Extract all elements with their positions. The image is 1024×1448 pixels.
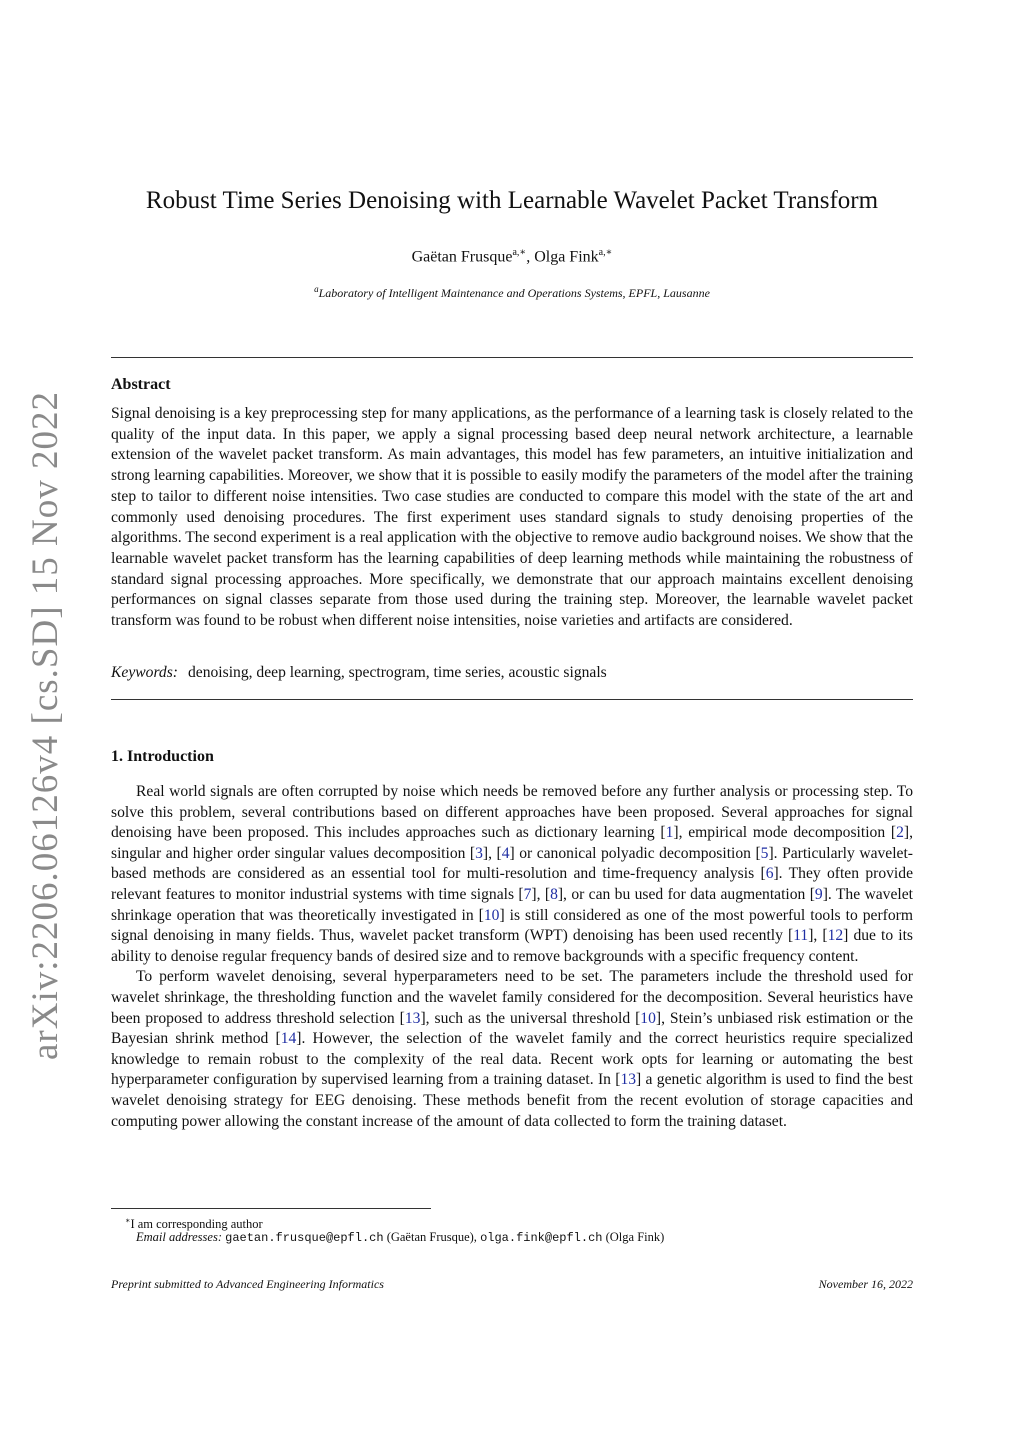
email-owner: (Olga Fink) <box>602 1230 665 1244</box>
paper-title: Robust Time Series Denoising with Learnable Wavelet Packet Transform <box>145 187 879 214</box>
keywords-text: denoising, deep learning, spectrogram, time series, acoustic signals <box>188 664 607 681</box>
section-heading-introduction: 1. Introduction <box>111 748 214 765</box>
paragraph <box>111 967 913 1132</box>
author-affiliation-mark: a,∗ <box>598 247 613 258</box>
email-link[interactable]: olga.fink@epfl.ch <box>480 1231 603 1245</box>
paragraph-text: ]. They often provide relevant features to monitor industrial systems with time signals [ <box>111 865 913 903</box>
citation-link[interactable]: 2 <box>896 824 904 842</box>
citation-link[interactable]: 6 <box>765 865 774 883</box>
paragraph-text: ] is still considered as one of the most powerful tools to perform signal denoising in many fields. Thus, wavelet packet transform (WPT) denoising has been used recently [ <box>111 906 913 945</box>
citation-link[interactable]: 9 <box>814 885 823 903</box>
citation-link[interactable]: 7 <box>523 885 532 903</box>
citation-link[interactable]: 12 <box>827 927 844 945</box>
affiliation-mark: a <box>314 284 319 294</box>
affiliation <box>0 280 1024 302</box>
footnote-mark: ∗ <box>125 1216 131 1225</box>
author-name: Olga Fink <box>534 248 599 266</box>
email-owner: (Gaëtan Frusque), <box>383 1230 481 1244</box>
abstract-text: Signal denoising is a key preprocessing step for many applications, as the performance of a learning task is closely related to the quality of the input data. In this paper, we apply a signal processing based deep neural network architecture, a learnable extension of the wavelet packet transform. As main advantages, this model has few parameters, an intuitive initialization and strong learning capabilities. Moreover, we show that it is possible to easily modify the parameters of the model after the training step to tailor to different noise intensities. Two case studies are conducted to compare this model with the state of the art and commonly used denoising procedures. The first experiment uses standard signals to study denoising properties of the algorithms. The second experiment is a real application with the objective to remove audio background noises. We show that the learnable wavelet packet transform has the learning capabilities of deep learning methods while maintaining the robustness of standard signal processing approaches. More specifically, we demonstrate that our approach maintains excellent denoising performances on signal classes separate from those used during the training step. Moreover, the learnable wavelet packet transform was found to be robust when different noise intensities, noise varieties and artifacts are considered. <box>111 405 913 630</box>
paragraph-text: ] or canonical polyadic decomposition [ <box>509 844 761 862</box>
citation-link[interactable]: 5 <box>760 844 769 862</box>
footer-date: November 16, 2022 <box>818 1277 913 1291</box>
author-list <box>0 242 1024 268</box>
paragraph-text: To perform wavelet denoising, several hyperparameters need to be set. The parameters include the threshold used for wavelet shrinkage, the thresholding function and the wavelet family considered for the decomposition. Several heuristics have been proposed to address threshold selection [ <box>111 968 913 1027</box>
arxiv-identifier: arXiv:2206.06126v4 [cs.SD] 15 Nov 2022 <box>25 390 66 1060</box>
author-affiliation-mark: a,∗ <box>512 247 527 258</box>
paragraph <box>111 782 913 967</box>
paragraph-text: ], [ <box>482 844 502 862</box>
paragraph-text: ]. However, the selection of the wavelet family and the correct heuristics require specialized knowledge to remain robust to the complexity of the real data. Recent work opts for learning or automating the best hyperparameter configuration by supervised learning from a training dataset. In [ <box>111 1030 913 1089</box>
paragraph-text: ], such as the universal threshold [ <box>420 1009 641 1027</box>
email-link[interactable]: gaetan.frusque@epfl.ch <box>225 1231 384 1245</box>
citation-link[interactable]: 3 <box>475 844 483 862</box>
author-separator: , <box>526 248 535 266</box>
citation-link[interactable]: 14 <box>280 1030 297 1048</box>
paragraph-text: ], [ <box>531 885 551 903</box>
paragraph-text: ] due to its ability to denoise regular frequency bands of desired size and to remove backgrounds with a specific frequency content. <box>111 927 913 965</box>
abstract-bottom-rule <box>111 699 913 700</box>
citation-link[interactable]: 10 <box>640 1009 656 1027</box>
footnote-emails <box>136 1229 664 1247</box>
paragraph-text: ]. The wavelet shrinkage operation that was theoretically investigated in [ <box>111 885 913 924</box>
citation-link[interactable]: 11 <box>793 927 809 945</box>
keywords-label: Keywords: <box>111 664 178 681</box>
email-label: Email addresses: <box>136 1230 222 1244</box>
citation-link[interactable]: 10 <box>483 906 500 924</box>
paragraph-text: ] a genetic algorithm is used to find the best wavelet denoising strategy for EEG denoising. These methods benefit from the recent evolution of storage capacities and computing power allowing the constant increase of the amount of data collected to form the training dataset. <box>111 1071 913 1130</box>
paragraph-text: ]. Particularly wavelet-based methods are considered as an essential tool for multi-resolution and time-frequency analysis [ <box>111 844 913 883</box>
keywords <box>111 662 913 684</box>
citation-link[interactable]: 1 <box>665 824 674 842</box>
citation-link[interactable]: 8 <box>550 885 558 903</box>
citation-link[interactable]: 13 <box>620 1071 637 1089</box>
abstract-top-rule <box>111 357 913 358</box>
paragraph-text: ], [ <box>808 927 828 945</box>
citation-link[interactable]: 13 <box>404 1009 421 1027</box>
affiliation-text: Laboratory of Intelligent Maintenance and Operations Systems, EPFL, Lausanne <box>318 286 710 300</box>
paragraph-text: ], singular and higher order singular values decomposition [ <box>111 824 913 862</box>
author-name: Gaëtan Frusque <box>411 248 513 266</box>
footnote-rule <box>111 1208 431 1209</box>
paragraph-text: Real world signals are often corrupted by noise which needs be removed before any further analysis or processing step. To solve this problem, several contributions based on different approaches have been proposed. Several approaches for signal denoising have been proposed. This includes approaches such as dictionary learning [ <box>111 783 913 842</box>
paragraph-text: ], Stein’s unbiased risk estimation or the Bayesian shrink method [ <box>111 1009 913 1048</box>
citation-link[interactable]: 4 <box>501 844 510 862</box>
paragraph-text: ], or can bu used for data augmentation [ <box>557 885 815 903</box>
paragraph-text: ], empirical mode decomposition [ <box>673 824 897 842</box>
abstract-heading: Abstract <box>111 376 171 393</box>
footer-preprint-note: Preprint submitted to Advanced Engineering Informatics <box>111 1277 384 1291</box>
footnote-text: I am corresponding author <box>130 1217 263 1232</box>
introduction-body <box>111 782 913 1132</box>
